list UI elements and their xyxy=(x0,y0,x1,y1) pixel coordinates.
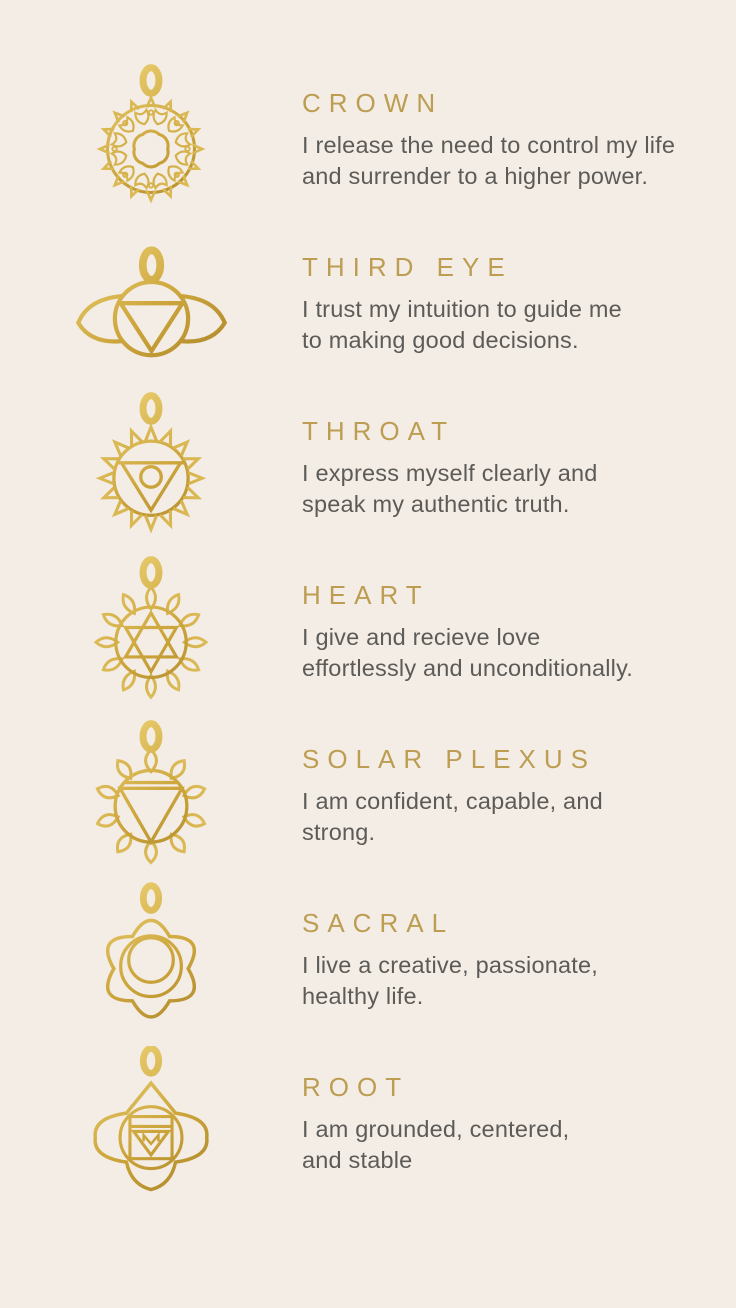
chakra-section-root xyxy=(0,1042,736,1206)
chakra-title: SOLAR PLEXUS xyxy=(302,744,596,774)
affirmation-line-1: I am grounded, centered, xyxy=(302,1116,570,1142)
affirmation-line-2: and stable xyxy=(302,1147,413,1173)
affirmation xyxy=(302,950,708,1012)
affirmation xyxy=(302,458,708,520)
affirmation xyxy=(302,130,708,192)
chakra-section-heart xyxy=(0,550,736,714)
solar-plexus-chakra-pendant-icon xyxy=(87,719,215,873)
chakra-section-third-eye xyxy=(0,222,736,386)
affirmation-line-1: I give and recieve love xyxy=(302,624,541,650)
affirmation-line-2: speak my authentic truth. xyxy=(302,491,570,517)
affirmation xyxy=(302,1114,708,1176)
affirmation-line-1: I live a creative, passionate, xyxy=(302,952,598,978)
affirmation xyxy=(302,622,708,684)
affirmation xyxy=(302,786,708,848)
affirmation-line-2: to making good decisions. xyxy=(302,327,579,353)
chakra-title: CROWN xyxy=(302,88,444,118)
crown-chakra-pendant-icon xyxy=(87,63,215,217)
chakra-section-solar-plexus xyxy=(0,714,736,878)
chakra-title: SACRAL xyxy=(302,908,455,938)
affirmation-line-2: strong. xyxy=(302,819,376,845)
chakra-section-sacral xyxy=(0,878,736,1042)
affirmation-line-1: I release the need to control my life xyxy=(302,132,676,158)
chakra-title: ROOT xyxy=(302,1072,410,1102)
chakra-section-crown xyxy=(0,58,736,222)
chakra-title: THIRD EYE xyxy=(302,252,513,282)
chakra-title: HEART xyxy=(302,580,430,610)
throat-chakra-pendant-icon xyxy=(87,391,215,545)
heart-chakra-pendant-icon xyxy=(87,555,215,709)
affirmation-line-2: and surrender to a higher power. xyxy=(302,163,649,189)
chakra-title: THROAT xyxy=(302,416,455,446)
affirmation-line-2: effortlessly and unconditionally. xyxy=(302,655,634,681)
root-chakra-pendant-icon xyxy=(89,1046,213,1202)
third-eye-chakra-pendant-icon xyxy=(74,220,229,389)
chakra-section-throat xyxy=(0,386,736,550)
affirmation-line-1: I am confident, capable, and xyxy=(302,788,603,814)
affirmation xyxy=(302,294,708,356)
affirmation-line-1: I express myself clearly and xyxy=(302,460,598,486)
affirmation-line-1: I trust my intuition to guide me xyxy=(302,296,622,322)
affirmation-line-2: healthy life. xyxy=(302,983,424,1009)
sacral-chakra-pendant-icon xyxy=(89,882,213,1038)
